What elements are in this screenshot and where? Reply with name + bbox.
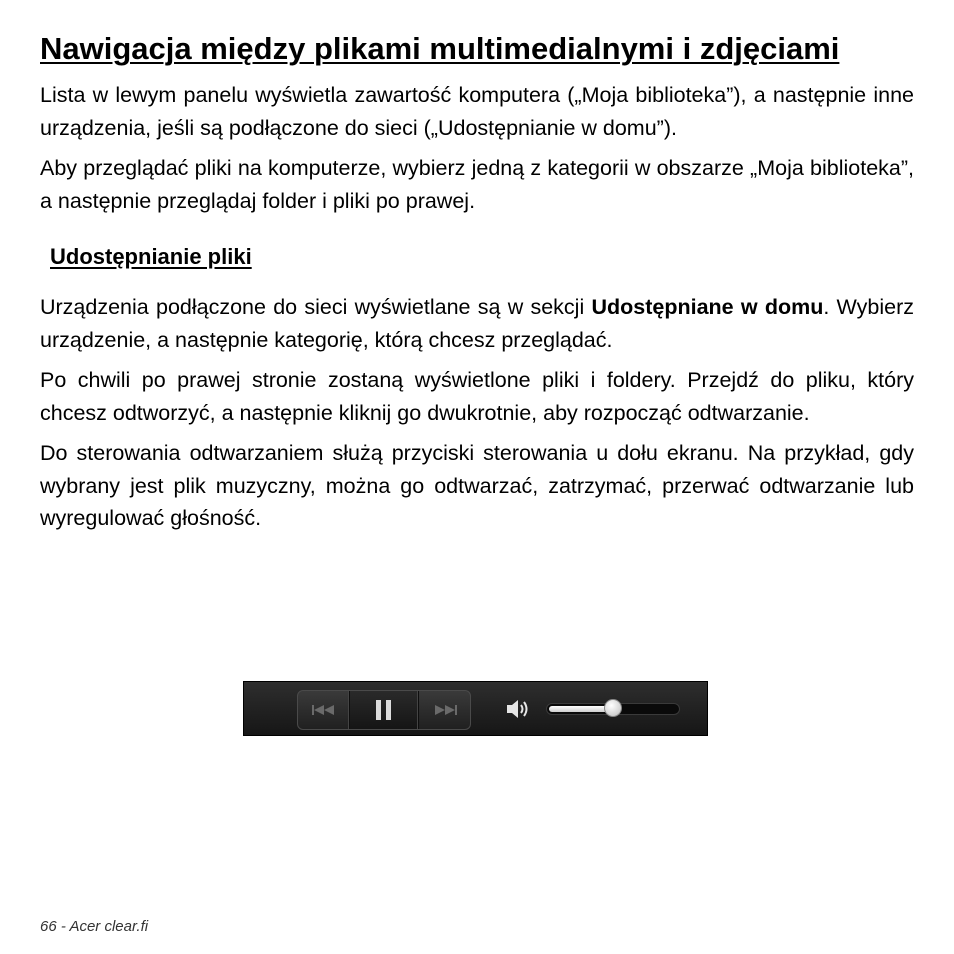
- section-heading: Udostępnianie pliki: [50, 244, 252, 269]
- paragraph-browse-library: Aby przeglądać pliki na komputerze, wybierz jedną z kategorii w obszarze „Moja biblioteka”, a następnie przeglądaj folder i pliki po prawej.: [40, 156, 914, 213]
- playback-controls-image: [243, 681, 708, 736]
- previous-button[interactable]: [298, 691, 350, 729]
- page-footer: 66 - Acer clear.fi: [40, 918, 149, 935]
- page-title: Nawigacja między plikami multimedialnymi i zdjęciami: [40, 31, 840, 66]
- paragraph-text: . Wybierz urządzenie, a następnie kategorię, którą chcesz przeglądać.: [40, 295, 915, 352]
- previous-icon: [310, 703, 338, 717]
- pause-icon: [375, 699, 393, 721]
- next-icon: [431, 703, 459, 717]
- pause-button[interactable]: [350, 691, 419, 729]
- transport-buttons: [297, 690, 471, 730]
- document-body: [40, 30, 914, 535]
- paragraph-shared-devices: [40, 291, 914, 356]
- paragraph-text: Urządzenia podłączone do sieci wyświetlane są w sekcji: [40, 295, 592, 319]
- next-button[interactable]: [419, 691, 470, 729]
- paragraph-playback-controls: Do sterowania odtwarzaniem służą przyciski sterowania u dołu ekranu. Na przykład, gdy wybrany jest plik muzyczny, można go odtwarzać, zatrzymać, przerwać odtwarzanie lub wyregulować głośność.: [40, 441, 914, 530]
- volume-slider-handle[interactable]: [604, 699, 622, 717]
- paragraph-open-file: Po chwili po prawej stronie zostaną wyświetlone pliki i foldery. Przejdź do pliku, który chcesz odtworzyć, a następnie kliknij go dwukrotnie, aby rozpocząć odtwarzanie.: [40, 368, 914, 425]
- bold-term: Udostępniane w domu: [591, 295, 824, 319]
- volume-icon[interactable]: [506, 698, 532, 720]
- paragraph-library-list: Lista w lewym panelu wyświetla zawartość komputera („Moja biblioteka”), a następnie inne urządzenia, jeśli są podłączone do sieci („Udostępnianie w domu”).: [40, 83, 914, 140]
